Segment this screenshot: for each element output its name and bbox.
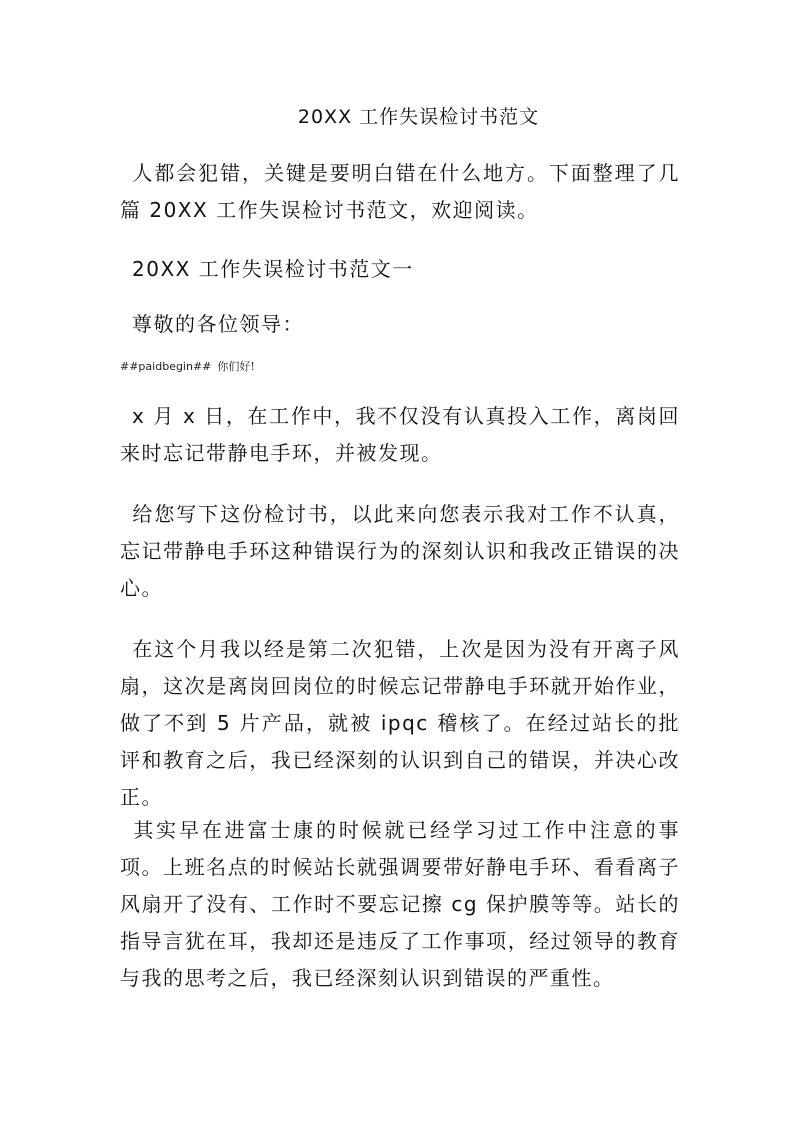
body-paragraph-text: 给您写下这份检讨书，以此来向您表示我对工作不认真，忘记带静电手环这种错误行为的深刻认识和我改正错误的决心。 bbox=[120, 502, 680, 600]
body-paragraph bbox=[120, 398, 680, 472]
intro-text: 人都会犯错，关键是要明白错在什么地方。下面整理了几篇 20XX 工作失误检讨书范文，欢迎阅读。 bbox=[120, 161, 680, 222]
body-paragraph-text: 在这个月我以经是第二次犯错，上次是因为没有开离子风扇，这次是离岗回岗位的时候忘记带静电手环就开始作业，做了不到 5 片产品，就被 ipqc 稽核了。在经过站长的批评和教育之后，我已经深刻的认识到自己的错误，并决心改正。 bbox=[120, 637, 680, 809]
salutation-text: 尊敬的各位领导： bbox=[132, 312, 304, 336]
document-title: 20XX 工作失误检讨书范文 bbox=[297, 106, 540, 128]
body-paragraph bbox=[120, 812, 680, 997]
body-paragraph bbox=[120, 496, 680, 607]
salutation bbox=[120, 306, 680, 343]
body-paragraph bbox=[120, 631, 680, 816]
paid-marker: ##paidbegin## bbox=[120, 360, 212, 373]
intro-paragraph bbox=[120, 155, 680, 229]
section-heading-text: 20XX 工作失误检讨书范文一 bbox=[132, 257, 414, 281]
section-heading bbox=[120, 251, 680, 288]
greeting-text: 你们好! bbox=[217, 360, 255, 373]
body-paragraph-text: 其实早在进富士康的时候就已经学习过工作中注意的事项。上班名点的时候站长就强调要带好静电手环、看看离子风扇开了没有、工作时不要忘记擦 cg 保护膜等等。站长的指导言犹在耳，我却还是违反了工作事项，经过领导的教育与我的思考之后，我已经深刻认识到错误的严重性。 bbox=[120, 818, 680, 990]
greeting-line bbox=[120, 357, 255, 377]
body-paragraph-text: x 月 x 日，在工作中，我不仅没有认真投入工作，离岗回来时忘记带静电手环，并被发现。 bbox=[120, 404, 680, 465]
